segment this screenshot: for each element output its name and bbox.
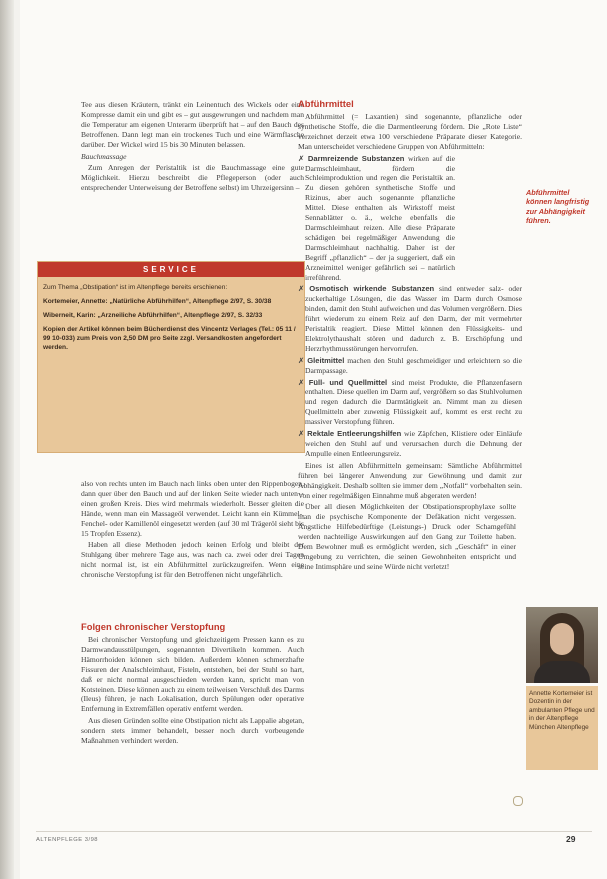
laxative-item — [298, 429, 522, 459]
author-face — [550, 623, 574, 655]
laxative-item-lead: Rektale Entleerungshilfen — [307, 429, 402, 439]
laxative-item-text: wirken auf die Darmschleimhaut, fördern die Schleimproduktion und regen die Peristaltik an. Zu diesen gehören synthetische Stoffe und Rizinus, aber auch sogenannte pflanzliche Mittel. Diese enthalten als Wirkstoff meist Sennablätter o. ä., welche ebenfalls die Darmschleimhaut reizen. Alle diese Präparate schädigen bei regelmäßiger Anwendung die Darmschleimhaut nachhaltig. Daher ist der Begriff „pflanzlich“ – der ja suggeriert, daß ein Arzneimittel weniger gefährlich sei – natürlich irreführend. — [305, 153, 456, 282]
right-paragraph: Eines ist allen Abführmitteln gemeinsam: Sämtliche Abführmittel führen bei längerer Anwendung zur Gewöhnung und damit zur Abhängigkeit. Deshalb sollten sie immer dem „Notfall“ vorbehalten sein. Von einer regelmäßigen Einnahme muß abgeraten werden! — [298, 460, 522, 500]
right-intro: Abführmittel (= Laxantien) sind sogenannte, pflanzliche oder synthetische Stoffe, die die Darmentleerung fördern. Die „Rote Liste“ verzeichnet derzeit etwa 100 verschiedene Präparate dieser Kategorie. Man unterscheidet verschiedene Gruppen von Abführmitteln: — [298, 112, 522, 151]
footer-issue: ALTENPFLEGE 3/98 — [36, 837, 99, 843]
service-body — [43, 283, 297, 357]
left-column-top — [81, 100, 304, 195]
author-caption: Annette Kortemeier ist Dozentin in der ambulanten Pflege und in der Altenpflege München Altenpflege — [526, 686, 598, 770]
left-paragraph: Aus diesen Gründen sollte eine Obstipation nicht als Lappalie abgetan, sondern stets immer behandelt, besser noch durch vorbeugende Maßnahmen verhindert werden. — [81, 716, 304, 746]
left-paragraph: Zum Anregen der Peristaltik ist die Bauchmassage eine gute Möglichkeit. Hierzu beschreibt die Pflegeperson (oder auch entsprechender Unterweisung der Betroffene selbst) im Uhrzeigersinn – — [81, 163, 304, 193]
pull-quote: Abführmittel können langfristig zur Abhängigkeit führen. — [526, 188, 590, 225]
laxative-item-text: machen den Stuhl geschmeidiger und erleichtern so die Darmpassage. — [305, 355, 523, 375]
left-paragraph: Bei chronischer Verstopfung und gleichzeitigem Pressen kann es zu Darmwandausstülpungen, sogenannten Divertikeln kommen. Auch Hämorrhoiden können sich bilden. Außerdem können schmerzhafte Fissuren der Analschleimhaut, Fisteln, entstehen, bei der Stuhl so hart, daß er nicht normal ausgeschieden werden kann, spricht man von Kotsteinen. Diese können auch zu einem teilweisen Verschluß des Darms (Ileus) führen, je nach Lokalisation, durch Spülungen oder operative Entfernung in Extremfällen operativ entfernt werden. — [81, 635, 304, 714]
service-item: Kopien der Artikel können beim Bücherdienst des Vincentz Verlages (Tel.: 05 11 / 99 10-033) zum Preis von 2,50 DM pro Seite zzgl. Versandkosten angefordert werden. — [43, 326, 296, 351]
end-mark-icon — [513, 796, 523, 806]
page-binding-edge — [14, 0, 20, 879]
bullet-mark-icon: ✗ — [298, 153, 308, 163]
service-item: Zum Thema „Obstipation“ ist im Altenpflege bereits erschienen: — [43, 284, 228, 291]
service-title: SERVICE — [38, 262, 304, 277]
service-box — [37, 261, 308, 453]
laxative-item — [298, 284, 522, 353]
right-column — [298, 112, 522, 574]
left-paragraph: Tee aus diesen Kräutern, tränkt ein Leinentuch des Wickels oder eine Kompresse damit ein und gibt es – gut ausgewrungen und nachdem man die Temperatur am eigenen Unterarm überprüft hat – auf den Bauch des Betroffenen. Dann legt man ein trockenes Tuch und eine Wärmflasche darüber. Der Wickel wird 15 bis 30 Minuten belassen. — [81, 100, 304, 149]
laxative-list — [298, 154, 522, 459]
subheading-bauchmassage: Bauchmassage — [81, 151, 127, 161]
laxative-item-text: sind meist Produkte, die Pflanzenfasern enthalten. Diese quellen im Darm auf, vergrößern so das Stuhlvolumen und regen dadurch die Darmtätigkeit an. Nimmt man zu diesen Quellmitteln aber zuwenig Flüssigkeit auf, kommt es erst recht zu massiver Verstopfung führen. — [305, 377, 522, 427]
footer-rule — [36, 831, 592, 832]
left-paragraph: also von rechts unten im Bauch nach links oben unter den Rippenbogen, dann quer über den Bauch und auf der linken Seite wieder nach unten – einen großen Kreis. Dies wird mehrmals wiederholt. Besser gleiten die Hände, wenn man ein Massageöl verwendet. Leicht kann ein Kümmel-, Fenchel- oder Kamillenöl eingesetzt werden (auf 30 ml Trägeröl sieht bis 15 Tropfen Essenz). — [81, 479, 304, 538]
laxative-item-text: sind entweder salz- oder zuckerhaltige Lösungen, die das Wasser im Darm durch Osmose binden, damit den Stuhl aufweichen und das Volumen vergrößern. Dies führt wiederum zu einem Reiz auf den Darm, der mit vermehrter Peristaltik reagiert. Diese Mittel können den Flüssigkeits- und Elektrolythaushalt stören und dadurch z. B. Erschöpfung und Herzrhythmusstörungen hervorrufen. — [305, 284, 522, 353]
laxative-item-lead: Darmreizende Substanzen — [307, 153, 405, 163]
service-item: Kortemeier, Annette: „Natürliche Abführhilfen“, Altenpflege 2/97, S. 30/38 — [43, 298, 272, 305]
bullet-mark-icon: ✗ — [298, 355, 308, 365]
author-body — [534, 661, 590, 683]
service-item: Wiberneit, Karin: „Arzneiliche Abführhilfen“, Altenpflege 2/97, S. 32/33 — [43, 312, 263, 319]
bullet-mark-icon: ✗ — [298, 377, 309, 387]
author-photo — [526, 607, 598, 683]
laxative-item-lead: Füll- und Quellmittel — [308, 377, 388, 387]
laxative-item — [298, 154, 455, 283]
left-column-bottom — [81, 479, 304, 582]
laxative-item-lead: Osmotisch wirkende Substanzen — [309, 284, 435, 294]
page-binding — [0, 0, 14, 879]
heading-abfuehrmittel: Abführmittel — [298, 98, 354, 109]
laxative-item-lead: Gleitmittel — [307, 355, 345, 365]
laxative-item — [298, 378, 522, 428]
laxative-item — [298, 356, 522, 376]
laxative-item-text: wie Zäpfchen, Klistiere oder Einläufe weichen den Stuhl auf und verursachen durch die Dehnung der Ampulle einen Entleerungsreiz. — [305, 429, 523, 458]
bullet-mark-icon: ✗ — [298, 284, 310, 294]
left-paragraph: Haben all diese Methoden jedoch keinen Erfolg und bleibt der Stuhlgang über mehrere Tage aus, was nach ca. zwei oder drei Tagen nicht normal ist, ist ein Abführmittel zurückzugreifen. Wenn eine chronische Verstopfung ist für den Betroffenen nicht ungefährlich. — [81, 540, 304, 580]
right-paragraph: Über all diesen Möglichkeiten der Obstipationsprophylaxe sollte man die psychische Komponente der Defäkation nicht vergessen. Ängstliche Hilfebedürftige (Leistungs-) Druck oder Schamgefühl werden nachteilige Auswirkungen auf den Gang zur Toilette haben. Dem Bewohner muß es ermöglicht werden, sich „Geschäft“ in einer Umgebung zu verrichten, die seinen Gewohnheiten entspricht und seine Intimsphäre und seine Würde nicht verletzt! — [298, 502, 516, 571]
folgen-column — [81, 635, 304, 748]
bullet-mark-icon: ✗ — [298, 429, 308, 439]
heading-folgen: Folgen chronischer Verstopfung — [81, 621, 226, 632]
page-number: 29 — [566, 834, 576, 844]
